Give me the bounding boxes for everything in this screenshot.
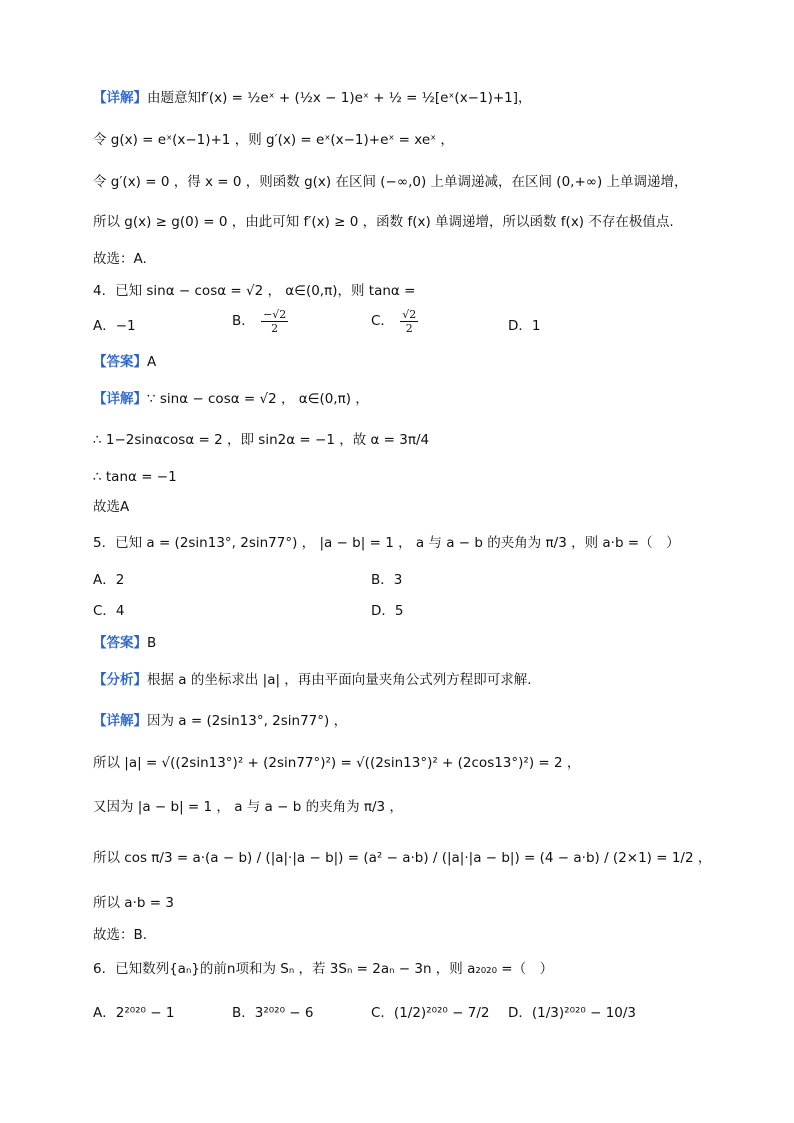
q5-conclusion [93,925,147,945]
q4-option-b [232,308,290,335]
detail-text: ∵ sinα − cosα = √2 ， α∈(0,π) ， [147,391,369,407]
question-text: 6．已知数列{aₙ}的前n项和为 Sₙ ，若 3Sₙ = 2aₙ − 3n ，则 a₂₀₂₀ =（ ） [93,961,554,977]
option-text: A．−1 [93,318,136,334]
q4-detail-line [93,430,429,450]
option-label: C． [371,313,394,329]
analysis-tag: 【分析】 [93,672,147,688]
option-text: B．3 [371,572,403,588]
q6-option-d [508,1003,636,1023]
q4-option-c [371,308,420,335]
option-text: D．1 [508,318,541,334]
option-text: C．(1/2)²⁰²⁰ − 7/2 [371,1005,490,1021]
q5-detail-line [93,711,347,731]
q5-detail-line [93,848,711,868]
q5-analysis-line [93,670,532,690]
option-text: A．2²⁰²⁰ − 1 [93,1005,175,1021]
q5-answer-line [93,633,156,653]
detail-text: 所以 a·b = 3 [93,895,174,911]
option-b-fraction: $\frac{-√2}{2}$ [263,308,287,335]
q5-detail-line [93,753,580,773]
detail-line [93,130,454,150]
q4-option-a [93,316,136,336]
detail-text: 令 g′(x) = 0 ，得 x = 0 ，则函数 g(x) 在区间 (−∞,0) 上单调递减，在区间 (0,+∞) 上单调递增， [93,174,688,190]
detail-tag: 【详解】 [93,90,147,106]
detail-text: 又因为 |a − b| = 1 ， a 与 a − b 的夹角为 π/3 ， [93,799,403,815]
q4-answer-line [93,352,156,372]
conclusion-line [93,249,147,269]
analysis-text: 根据 a 的坐标求出 |a| ，再由平面向量夹角公式列方程即可求解. [147,672,532,688]
question-text: 5．已知 a = (2sin13°, 2sin77°) ， |a − b| = 1 ， a 与 a − b 的夹角为 π/3 ，则 a·b =（ ） [93,535,680,551]
q6-option-b [232,1003,313,1023]
answer-text: A [147,354,157,370]
question-6-stem [93,959,553,979]
detail-text: 令 g(x) = eˣ(x−1)+1 ，则 g′(x) = eˣ(x−1)+eˣ = xeˣ ， [93,132,454,148]
detail-text: 所以 |a| = √((2sin13°)² + (2sin77°)²) = √((2sin13°)² + (2cos13°)²) = 2 ， [93,755,581,771]
q6-option-a [93,1003,174,1023]
conclusion-text: 故选：B. [93,927,148,943]
q4-detail-line [93,389,369,409]
q5-detail-line [93,797,403,817]
detail-text: 所以 cos π/3 = a·(a − b) / (|a|·|a − b|) = (a² − a·b) / (|a|·|a − b|) = (4 − a·b) / (2×1) = 1/2 ， [93,850,712,866]
detail-line [93,88,532,108]
q5-option-d [371,601,403,621]
option-c-fraction: $\frac{√2}{2}$ [402,308,417,335]
option-text: B．3²⁰²⁰ − 6 [232,1005,314,1021]
q6-option-c [371,1003,489,1023]
option-text: A．2 [93,572,125,588]
q5-option-b [371,570,402,590]
detail-text: 由题意知f′(x) = ½eˣ + (½x − 1)eˣ + ½ = ½[eˣ(x−1)+1]， [147,90,532,106]
option-label: B． [232,313,255,329]
conclusion-text: 故选A [93,499,130,515]
answer-text: B [147,635,157,651]
question-4-stem [93,281,415,301]
q5-option-a [93,570,124,590]
detail-tag: 【详解】 [93,713,147,729]
detail-text: 所以 g(x) ≥ g(0) = 0 ，由此可知 f′(x) ≥ 0 ，函数 f(x) 单调递增，所以函数 f(x) 不存在极值点. [93,214,674,230]
detail-line [93,172,688,192]
detail-line [93,212,674,232]
detail-text: 因为 a = (2sin13°, 2sin77°) ， [147,713,348,729]
question-5-stem [93,533,680,553]
answer-tag: 【答案】 [93,354,147,370]
option-text: D．(1/3)²⁰²⁰ − 10/3 [508,1005,637,1021]
q5-option-c [93,601,125,621]
q4-detail-line [93,467,177,487]
option-text: D．5 [371,603,404,619]
q5-detail-line [93,893,174,913]
question-text: 4．已知 sinα − cosα = √2 ， α∈(0,π)，则 tanα = [93,283,416,299]
detail-text: ∴ tanα = −1 [93,469,177,485]
q4-option-d [508,316,540,336]
option-text: C．4 [93,603,125,619]
detail-tag: 【详解】 [93,391,147,407]
conclusion-text: 故选：A. [93,251,147,267]
q4-conclusion [93,497,129,517]
answer-tag: 【答案】 [93,635,147,651]
detail-text: ∴ 1−2sinαcosα = 2 ，即 sin2α = −1 ，故 α = 3π/4 [93,432,430,448]
